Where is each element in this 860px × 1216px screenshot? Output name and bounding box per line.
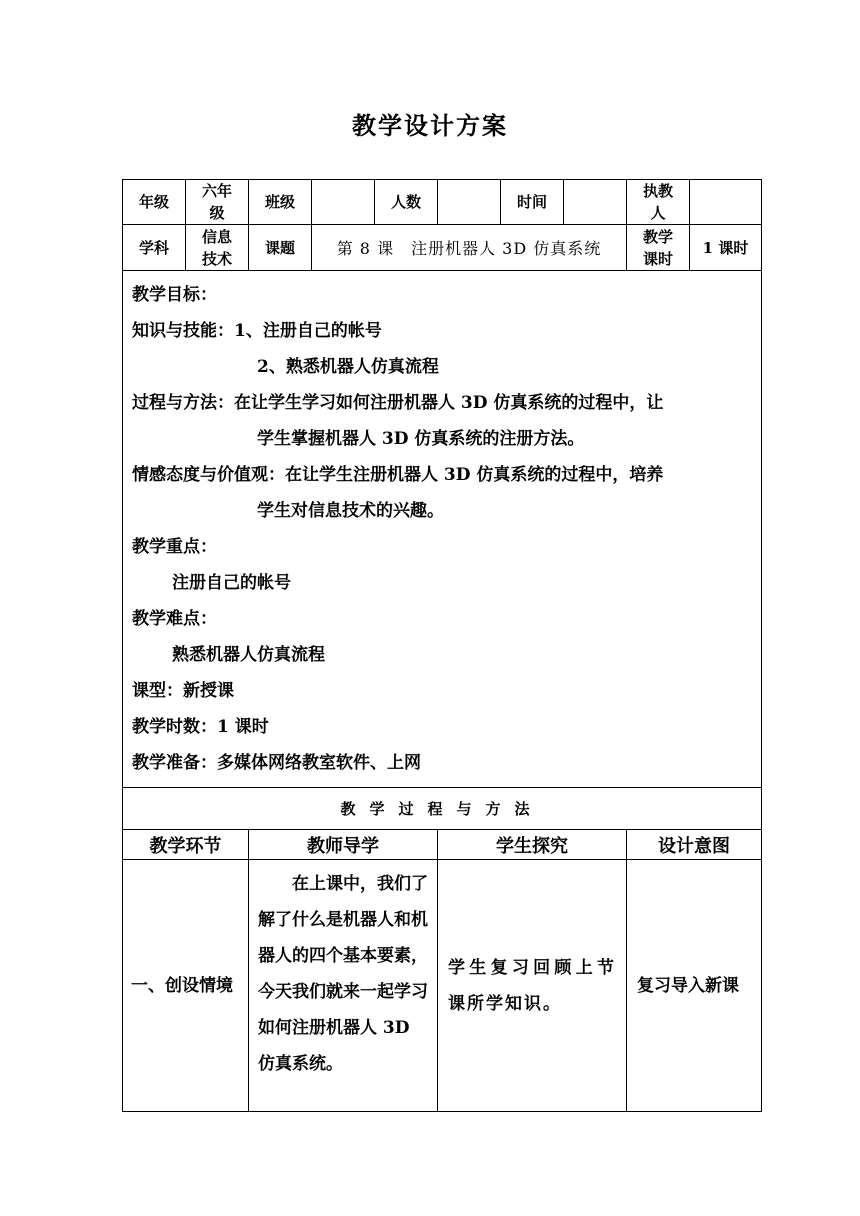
column-student: 学生探究 bbox=[438, 830, 627, 860]
key-point-label: 教学重点： bbox=[132, 537, 217, 557]
time-label: 时间 bbox=[501, 180, 564, 225]
document-title: 教学设计方案 bbox=[352, 111, 508, 140]
process-line-1: 过程与方法：在让学生学习如何注册机器人 3D 仿真系统的过程中，让 bbox=[132, 393, 664, 413]
hours-label: 教学课时 bbox=[627, 225, 690, 271]
class-value bbox=[312, 180, 375, 225]
subject-label: 学科 bbox=[123, 225, 186, 271]
count-label: 人数 bbox=[375, 180, 438, 225]
process-title-row bbox=[123, 788, 762, 830]
hours-value: 1 课时 bbox=[690, 225, 762, 271]
lesson-type: 课型：新授课 bbox=[132, 681, 234, 701]
emotion-line-1: 情感态度与价值观：在让学生注册机器人 3D 仿真系统的过程中，培养 bbox=[132, 465, 664, 485]
lesson-prep: 教学准备：多媒体网络教室软件、上网 bbox=[132, 753, 421, 773]
process-title: 教学过程与方法 bbox=[123, 788, 762, 830]
emotion-line-2: 学生对信息技术的兴趣。 bbox=[257, 501, 444, 521]
intent-cell: 复习导入新课 bbox=[627, 860, 762, 1112]
column-stage: 教学环节 bbox=[123, 830, 249, 860]
difficulty-label: 教学难点： bbox=[132, 609, 217, 629]
subject-value: 信息技术 bbox=[186, 225, 249, 271]
class-label: 班级 bbox=[249, 180, 312, 225]
objectives-cell bbox=[123, 271, 762, 788]
knowledge-line-2: 2、熟悉机器人仿真流程 bbox=[257, 357, 439, 377]
header-row-2 bbox=[123, 225, 762, 271]
stage-cell: 一、创设情境 bbox=[123, 860, 249, 1112]
topic-label: 课题 bbox=[249, 225, 312, 271]
grade-value: 六年级 bbox=[186, 180, 249, 225]
lesson-plan-table bbox=[122, 179, 762, 1112]
columns-header-row bbox=[123, 830, 762, 860]
objectives-label: 教学目标： bbox=[132, 285, 217, 305]
lesson-hours: 教学时数：1 课时 bbox=[132, 717, 269, 737]
difficulty-value: 熟悉机器人仿真流程 bbox=[172, 645, 325, 665]
column-intent: 设计意图 bbox=[627, 830, 762, 860]
objectives-row bbox=[123, 271, 762, 788]
count-value bbox=[438, 180, 501, 225]
time-value bbox=[564, 180, 627, 225]
column-teacher: 教师导学 bbox=[249, 830, 438, 860]
grade-label: 年级 bbox=[123, 180, 186, 225]
table-row bbox=[123, 860, 762, 1112]
teacher-cell: 在上课中，我们了解了什么是机器人和机器人的四个基本要素，今天我们就来一起学习如何注册机器人 3D 仿真系统。 bbox=[249, 860, 438, 1112]
header-row-1 bbox=[123, 180, 762, 225]
knowledge-line-1: 知识与技能：1、注册自己的帐号 bbox=[132, 321, 382, 341]
teacher-value bbox=[690, 180, 762, 225]
process-line-2: 学生掌握机器人 3D 仿真系统的注册方法。 bbox=[257, 429, 585, 449]
teacher-label: 执教人 bbox=[627, 180, 690, 225]
key-point-value: 注册自己的帐号 bbox=[172, 573, 291, 593]
topic-value: 第 8 课 注册机器人 3D 仿真系统 bbox=[312, 225, 627, 271]
student-cell: 学生复习回顾上节课所学知识。 bbox=[438, 860, 627, 1112]
